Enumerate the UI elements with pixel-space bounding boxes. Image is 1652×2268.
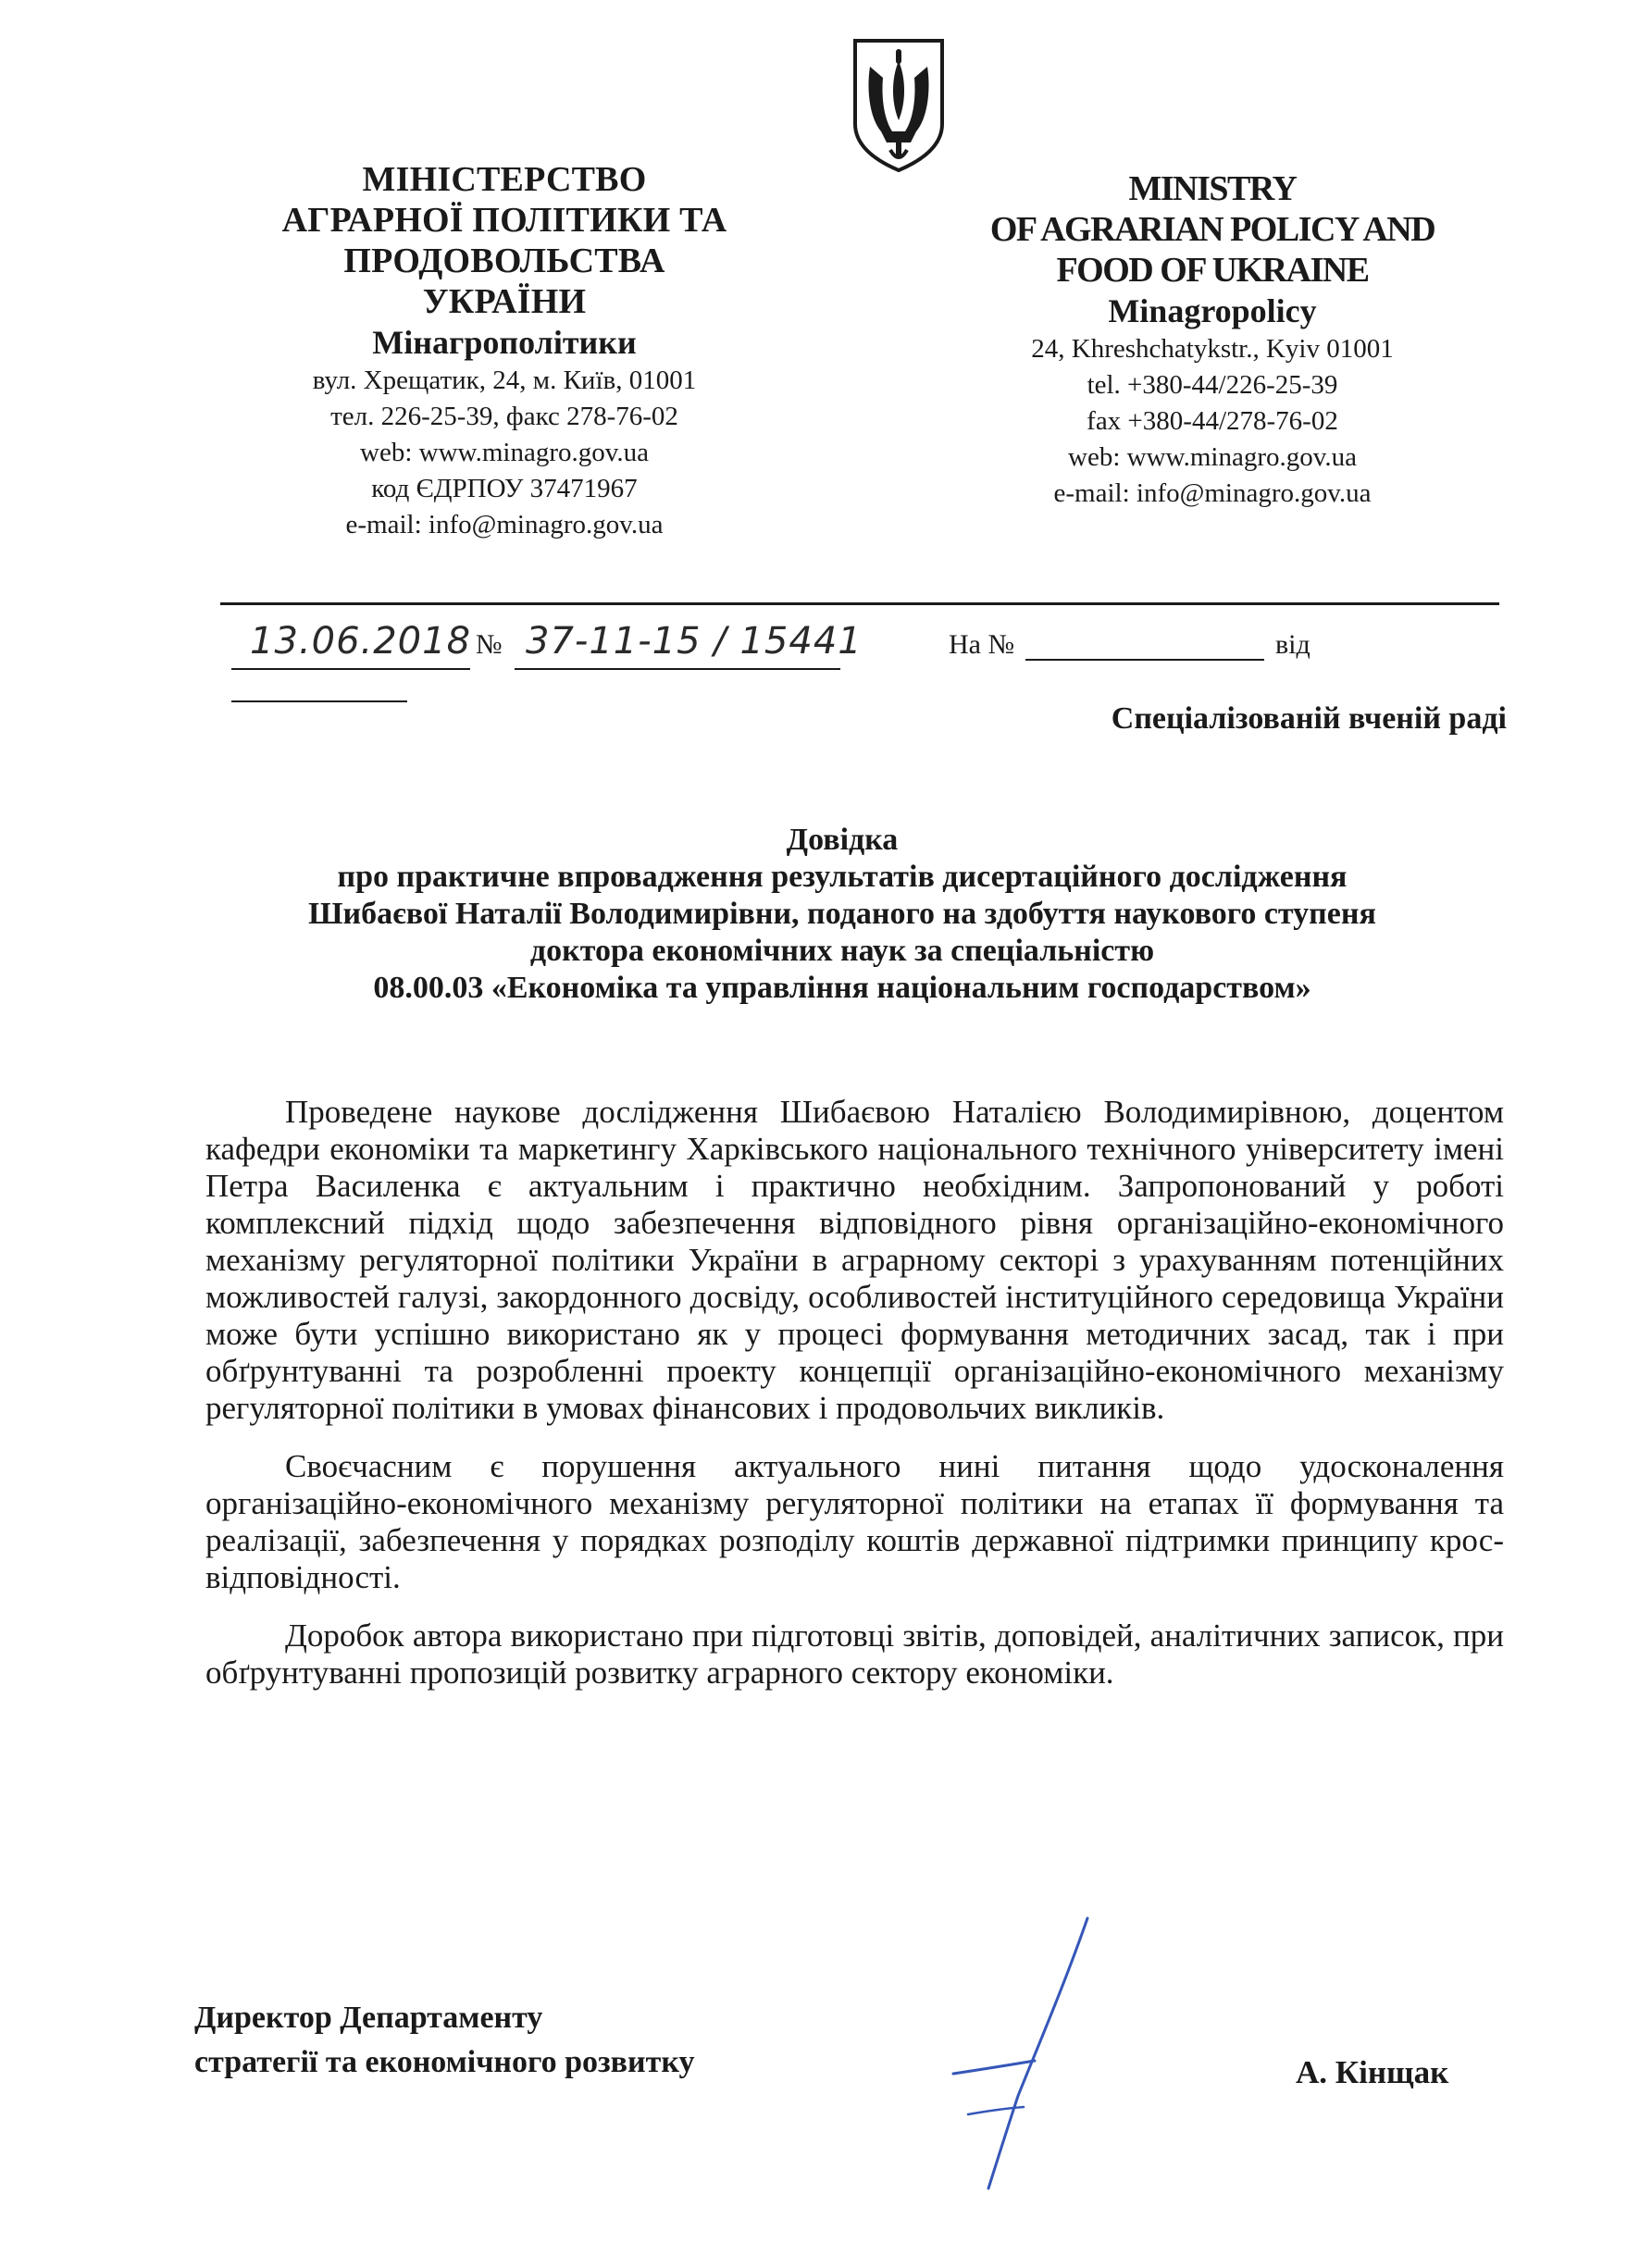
ministry-name-en: MINISTRY OF AGRARIAN POLICY AND FOOD OF UKRAINE [989, 169, 1435, 290]
position-line: Директор Департаменту [194, 2001, 543, 2035]
header-en [907, 168, 1518, 512]
addressee: Спеціалізованій вченій раді [1111, 701, 1507, 736]
phone-fax-ua: тел. 226-25-39, факс 278-76-02 [330, 402, 678, 431]
email-ua: e-mail: info@minagro.gov.ua [345, 510, 664, 539]
outgoing-number: 37-11-15 / 15441 [526, 620, 863, 663]
ministry-short-name-ua: Мінагрополітики [372, 324, 637, 361]
number-label: № [476, 629, 503, 660]
address-en: 24, Khreshchatykstr., Kyiv 01001 [1031, 334, 1394, 364]
body-paragraph: Своєчасним є порушення актуального нині питання щодо удосконалення організаційно-економічного механізму регуляторної політики на етапах її формування та реалізації, забезпечення у порядках розподілу коштів державної підтримки принципу крос-відповідності. [205, 1448, 1504, 1595]
web-ua: web: www.minagro.gov.ua [360, 438, 649, 467]
date-underline [231, 668, 470, 670]
reference-line [0, 613, 1652, 714]
handwritten-signature-icon [935, 1911, 1120, 2198]
address-ua: вул. Хрещатик, 24, м. Київ, 01001 [312, 366, 697, 395]
signer-position [194, 1996, 694, 2085]
title-line: 08.00.03 «Економіка та управління національним господарством» [373, 971, 1311, 1005]
header-ua [199, 159, 810, 543]
title-line: про практичне впровадження результатів дисертаційного дослідження [337, 860, 1348, 894]
email-en: e-mail: info@minagro.gov.ua [1053, 478, 1372, 508]
phone-en: tel. +380-44/226-25-39 [1087, 370, 1338, 400]
reply-date-blank [231, 700, 407, 702]
fax-en: fax +380-44/278-76-02 [1087, 406, 1338, 436]
number-underline [515, 668, 840, 670]
ministry-name-ua: МІНІСТЕРСТВО АГРАРНОЇ ПОЛІТИКИ ТА ПРОДОВОЛЬСТВА УКРАЇНИ [281, 160, 727, 321]
title-line: доктора економічних наук за спеціальністю [529, 934, 1155, 968]
title-line: Довідка [786, 823, 899, 857]
position-line: стратегії та економічного розвитку [194, 2045, 695, 2079]
body-paragraph: Доробок автора використано при підготовці звітів, доповідей, аналітичних записок, при обґрунтуванні пропозицій розвитку аграрного сектору економіки. [205, 1617, 1504, 1691]
from-label: від [1275, 629, 1310, 660]
document-body [205, 1094, 1504, 1713]
body-paragraph: Проведене наукове дослідження Шибаєвою Наталією Володимирівною, доцентом кафедри економіки та маркетингу Харківського національного технічного університету імені Петра Василенка є актуальним і практично необхідним. Запропонований у роботі комплексний підхід щодо забезпечення відповідного рівня організаційно-економічного механізму регуляторної політики України в аграрному секторі з урахуванням потенційних можливостей галузі, закордонного досвіду, особливостей інституційного середовища України може бути успішно використано як у процесі формування методичних засад, так і при обґрунтуванні та розробленні проекту концепції організаційно-економічного механізму регуляторної політики в умовах фінансових і продовольчих викликів. [205, 1094, 1504, 1426]
web-en: web: www.minagro.gov.ua [1068, 442, 1357, 472]
reply-to-label: На № [949, 629, 1015, 660]
edrpou-code: код ЄДРПОУ 37471967 [371, 474, 638, 503]
signer-name: А. Кінщак [1296, 2054, 1449, 2090]
title-line: Шибаєвої Наталії Володимирівни, поданого на здобуття наукового ступеня [308, 897, 1376, 931]
trident-coat-of-arms-icon [850, 35, 948, 174]
ministry-short-name-en: Minagropolicy [1108, 292, 1317, 329]
reply-number-blank [1025, 659, 1264, 661]
document-title [167, 822, 1518, 1007]
header-divider [220, 602, 1499, 605]
outgoing-date: 13.06.2018 [250, 620, 472, 663]
